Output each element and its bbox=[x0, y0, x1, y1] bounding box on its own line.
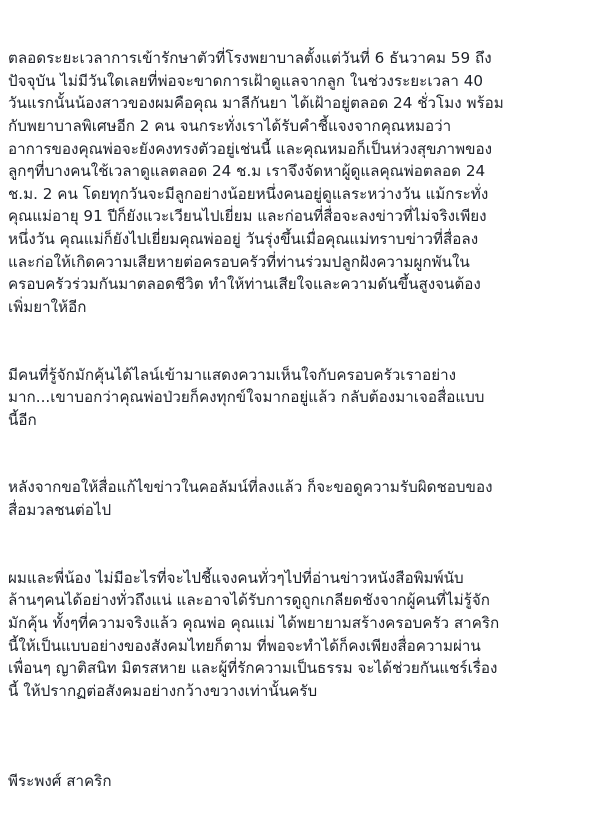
paragraph-hospital-care: ตลอดระยะเวลาการเข้ารักษาตัวที่โรงพยาบาลตั้งแต่วันที่ 6 ธันวาคม 59 ถึง ปัจจุบัน ไม่มีวันใดเลยที่พ่อจะขาดการเฝ้าดูแลจากลูก ในช่วงระยะเวลา 40 วันแรกนั้นน้องสาวของผมคือคุณ มาลีกันยา ได้เฝ้าอยู่ตลอด 24 ชั่วโมง พร้อม กับพยาบาลพิเศษอีก 2 คน จนกระทั่งเราได้รับคำชี้แจงจากคุณหมอว่า อาการของคุณพ่อจะยังคงทรงตัวอยู่เช่นนี้ และคุณหมอก็เป็นห่วงสุขภาพของ ลูกๆที่บางคนใช้เวลาดูแลตลอด 24 ช.ม เราจึงจัดหาผู้ดูแลคุณพ่อตลอด 24 ช.ม. 2 คน โดยทุกวันจะมีลูกอย่างน้อยหนึ่งคนอยู่ดูแลระหว่างวัน แม้กระทั่ง คุณแม่อายุ 91 ปีก็ยังแวะเวียนไปเยี่ยม และก่อนที่สื่อจะลงข่าวที่ไม่จริงเพียง หนึ่งวัน คุณแม่ก็ยังไปเยี่ยมคุณพ่ออยู่ วันรุ่งขึ้นเมื่อคุณแม่ทราบข่าวที่สื่อลง และก่อให้เกิดความเสียหายต่อครอบครัวที่ท่านร่วมปลูกฝังความผูกพันใน ครอบครัวร่วมกันมาตลอดชีวิต ทำให้ท่านเสียใจและความดันขึ้นสูงจนต้อง เพิ่มยาให้อีก bbox=[8, 49, 504, 316]
paragraph-request-to-share: ผมและพี่น้อง ไม่มีอะไรที่จะไปชี้แจงคนทั่วๆไปที่อ่านข่าวหนังสือพิมพ์นับ ล้านๆคนได้อย่างทั่วถึงแน่ และอาจได้รับการดูถูกเกลียดชังจากผู้คนที่ไม่รู้จัก มักคุ้น ทั้งๆที่ความจริงแล้ว คุณพ่อ คุณแม่ ได้พยายามสร้างครอบครัว สาคริก นี้ให้เป็นแบบอย่างของสังคมไทยก็ตาม ที่พอจะทำได้ก็คงเพียงสื่อความผ่าน เพื่อนๆ ญาติสนิท มิตรสหาย และผู้ที่รักความเป็นธรรม จะได้ช่วยกันแชร์เรื่อง นี้ ให้ปรากฏต่อสังคมอย่างกว้างขวางเท่านั้นครับ bbox=[8, 568, 500, 700]
paragraph-acquaintance-sympathy: มีคนที่รู้จักมักคุ้นได้ไลน์เข้ามาแสดงความเห็นใจกับครอบครัวเราอย่าง มาก...เขาบอกว่าคุณพ่อป่วยก็คงทุกข์ใจมากอยู่แล้ว กลับต้องมาเจอสื่อแบบ นี้อีก bbox=[8, 365, 485, 429]
paragraph-media-responsibility: หลังจากขอให้สื่อแก้ไขข่าวในคอลัมน์ที่ลงแล้ว ก็จะขอดูความรับผิดชอบของ สื่อมวลชนต่อไป bbox=[8, 478, 493, 520]
signature: พีระพงศ์ สาคริก bbox=[8, 772, 112, 791]
post-body bbox=[8, 2, 594, 815]
